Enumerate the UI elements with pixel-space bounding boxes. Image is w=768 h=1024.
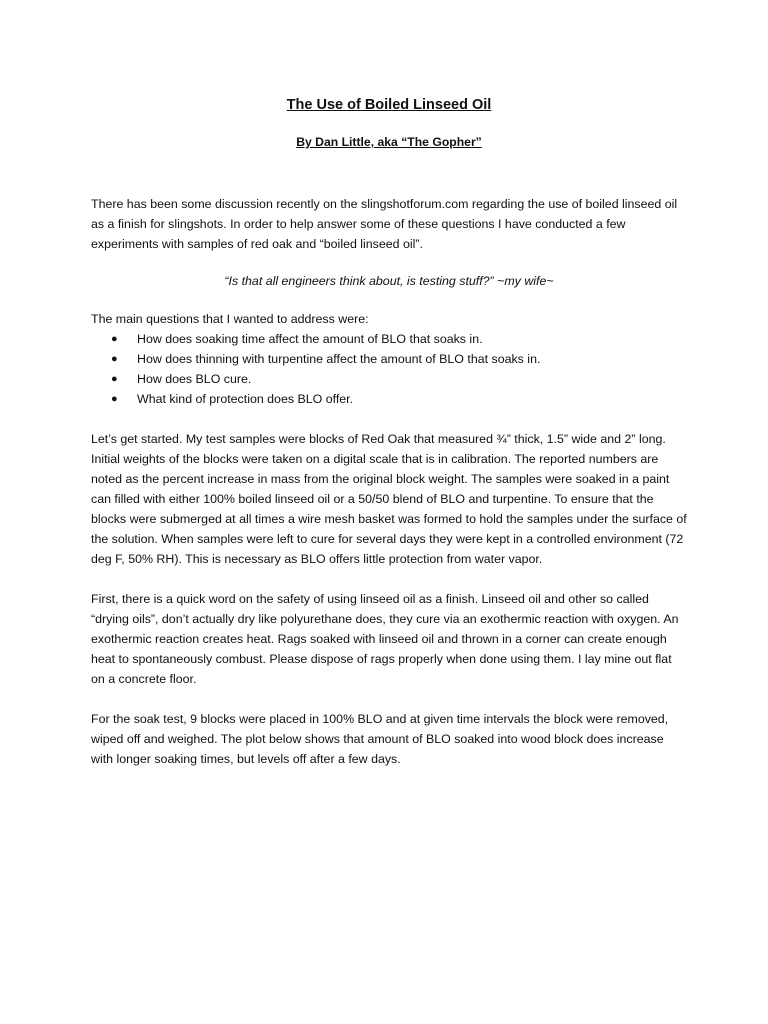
wife-quote: “Is that all engineers think about, is testing stuff?” ~my wife~ xyxy=(224,274,554,288)
questions-list xyxy=(91,329,687,409)
question-text: What kind of protection does BLO offer. xyxy=(137,392,354,406)
bullet-icon: ● xyxy=(111,333,118,345)
method-paragraph: Let’s get started. My test samples were blocks of Red Oak that measured ¾” thick, 1.5” wide and 2” long. Initial weights of the blocks were taken on a digital scale that is in calibration. The reported numbers are noted as the percent increase in mass from the original block weight. The samples were soaked in a paint can filled with either 100% boiled linseed oil or a 50/50 blend of BLO and turpentine. To ensure that the blocks were submerged at all times a wire mesh basket was formed to hold the samples under the surface of the solution. When samples were left to cure for several days they were kept in a controlled environment (72 deg F, 50% RH). This is necessary as BLO offers little protection from water vapor. xyxy=(91,432,687,566)
author-byline: By Dan Little, aka “The Gopher” xyxy=(296,135,482,149)
list-item xyxy=(91,389,687,409)
bullet-icon: ● xyxy=(111,393,118,405)
document-body xyxy=(91,95,687,769)
questions-intro: The main questions that I wanted to address were: xyxy=(91,312,369,326)
question-text: How does BLO cure. xyxy=(137,372,252,386)
bullet-icon: ● xyxy=(111,373,118,385)
list-item xyxy=(91,369,687,389)
list-item xyxy=(91,349,687,369)
question-text: How does thinning with turpentine affect the amount of BLO that soaks in. xyxy=(137,352,541,366)
bullet-icon: ● xyxy=(111,353,118,365)
soak-test-paragraph: For the soak test, 9 blocks were placed in 100% BLO and at given time intervals the block were removed, wiped off and weighed. The plot below shows that amount of BLO soaked into wood block does increase with longer soaking times, but levels off after a few days. xyxy=(91,712,669,766)
document-title: The Use of Boiled Linseed Oil xyxy=(286,97,492,113)
question-text: How does soaking time affect the amount of BLO that soaks in. xyxy=(137,332,483,346)
intro-paragraph: There has been some discussion recently on the slingshotforum.com regarding the use of boiled linseed oil as a finish for slingshots. In order to help answer some of these questions I have conducted a few experiments with samples of red oak and “boiled linseed oil”. xyxy=(91,197,678,251)
list-item xyxy=(91,329,687,349)
safety-paragraph: First, there is a quick word on the safety of using linseed oil as a finish. Linseed oil and other so called “drying oils”, don’t actually dry like polyurethane does, they cure via an exothermic reaction with oxygen. An exothermic reaction creates heat. Rags soaked with linseed oil and thrown in a corner can create enough heat to spontaneously combust. Please dispose of rags properly when done using them. I lay mine out flat on a concrete floor. xyxy=(91,592,679,686)
